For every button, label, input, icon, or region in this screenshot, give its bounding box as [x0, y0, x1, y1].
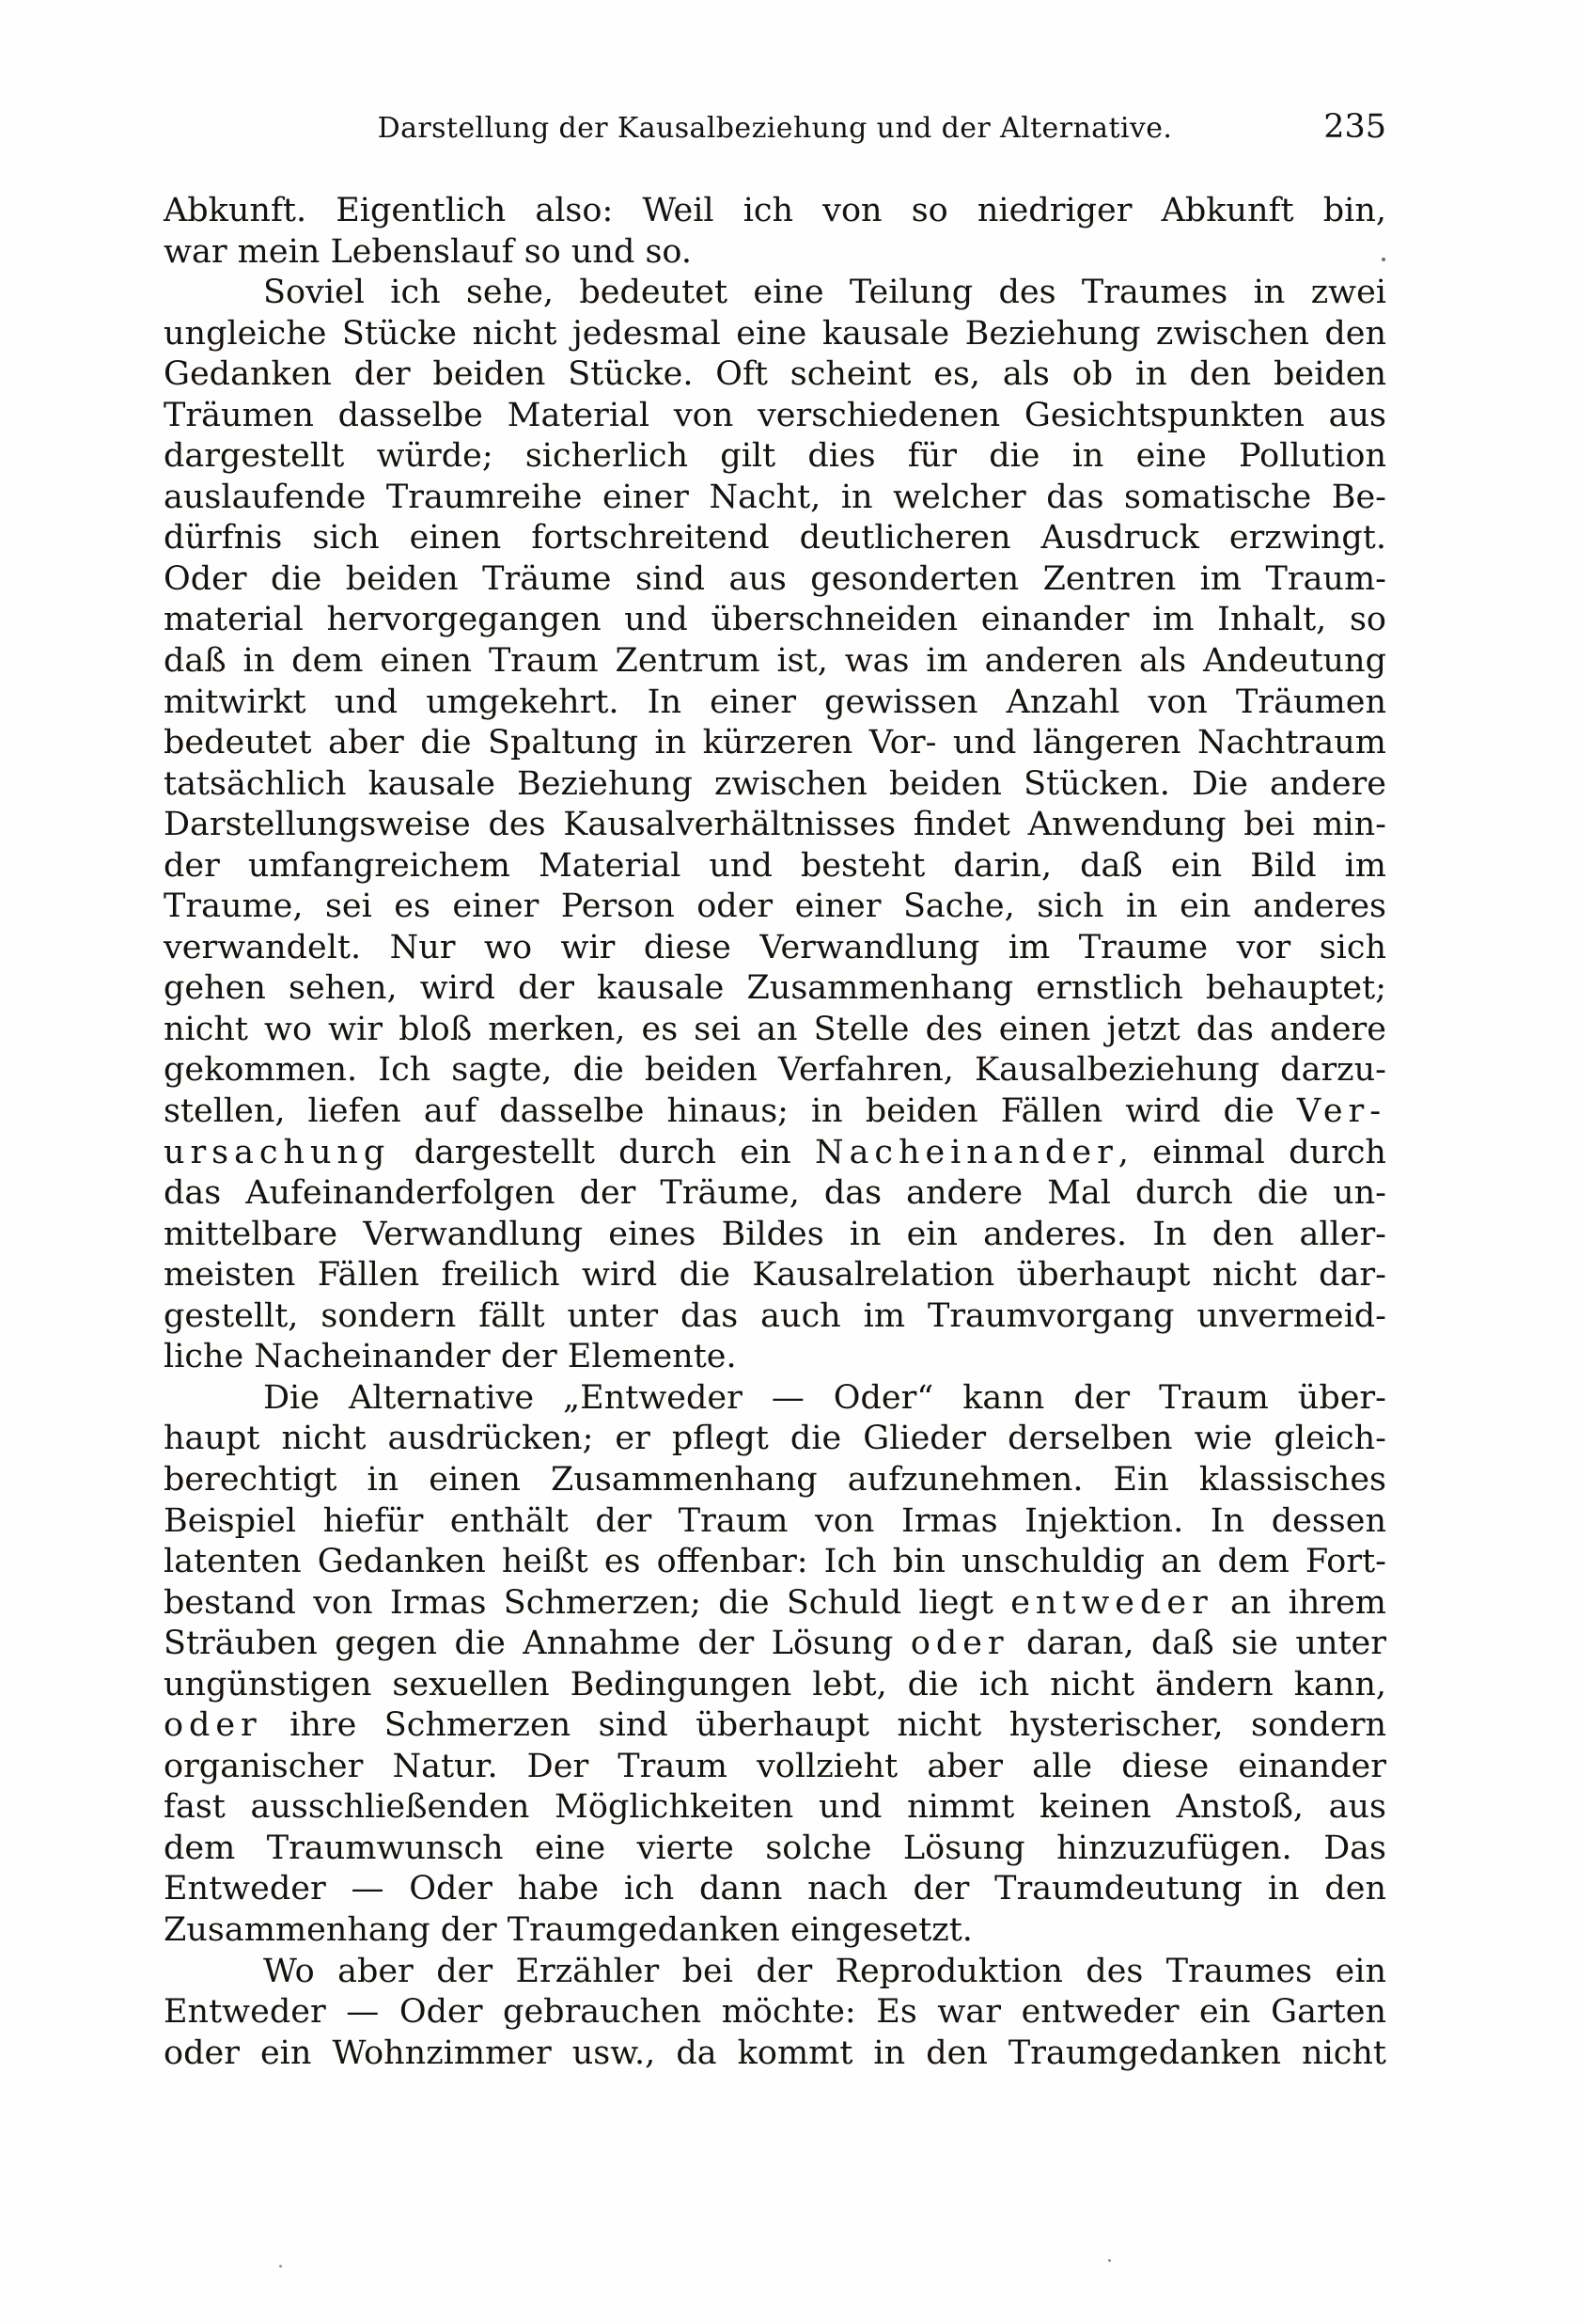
text-segment: stellen, liefen auf dasselbe hinaus; in beiden Fällen wird die: [164, 1092, 1297, 1131]
text-line: [164, 478, 1386, 519]
text-line: [164, 1869, 1386, 1910]
page-number: 235: [1323, 108, 1386, 146]
text-line: [164, 1378, 1386, 1420]
text-line: [164, 1419, 1386, 1460]
text-segment: Träumen dasselbe Material von verschiedenen Gesichtspunkten aus: [164, 396, 1386, 434]
text-line: [164, 968, 1386, 1010]
text-line: [164, 1542, 1386, 1583]
text-segment: tatsächlich kausale Beziehung zwischen beiden Stücken. Die andere: [164, 764, 1386, 803]
text-segment: material hervorgegangen und überschneiden einander im Inhalt, so: [164, 601, 1386, 639]
text-line: [164, 1091, 1386, 1133]
text-segment: Entweder — Oder gebrauchen möchte: Es war entweder ein Garten: [164, 1993, 1386, 2032]
text-segment: dargestellt durch ein: [390, 1133, 816, 1171]
text-line: [164, 1133, 1386, 1174]
text-segment: fast ausschließenden Möglichkeiten und nimmt keinen Anstoß, aus: [164, 1788, 1386, 1827]
text-line: [164, 1665, 1386, 1706]
text-line: [164, 314, 1386, 355]
text-segment: Oder die beiden Träume sind aus gesonderten Zentren im Traum-: [164, 559, 1386, 598]
text-line: [164, 805, 1386, 846]
text-line: [164, 1255, 1386, 1296]
text-segment: liche Nacheinander der Elemente.: [164, 1338, 737, 1376]
text-line: [164, 1583, 1386, 1625]
text-line: [164, 1747, 1386, 1788]
letterspaced-word: Nacheinander: [815, 1133, 1118, 1171]
text-segment: meisten Fällen freilich wird die Kausalrelation überhaupt nicht dar-: [164, 1256, 1386, 1295]
text-line: [164, 928, 1386, 969]
scan-speck: [279, 2265, 282, 2268]
text-segment: Darstellungsweise des Kausalverhältnisses findet Anwendung bei min-: [164, 806, 1386, 844]
text-line: [164, 436, 1386, 478]
text-line: [164, 723, 1386, 764]
text-segment: bestand von Irmas Schmerzen; die Schuld liegt: [164, 1583, 1011, 1622]
text-line: [164, 641, 1386, 683]
text-segment: organischer Natur. Der Traum vollzieht aber alle diese einander: [164, 1747, 1386, 1785]
text-segment: Abkunft. Eigentlich also: Weil ich von so niedriger Abkunft bin,: [164, 192, 1386, 229]
text-segment: war mein Lebenslauf so und so.: [164, 232, 693, 271]
text-segment: , einmal durch: [1118, 1133, 1386, 1171]
text-segment: gekommen. Ich sagte, die beiden Verfahren, Kausalbeziehung darzu-: [164, 1051, 1386, 1090]
text-line: [164, 1173, 1386, 1215]
text-segment: Zusammenhang der Traumgedanken eingesetzt.: [164, 1910, 973, 1949]
text-segment: Entweder — Oder habe ich dann nach der Traumdeutung in den: [164, 1870, 1386, 1908]
text-line: [164, 764, 1386, 806]
text-line: [164, 1460, 1386, 1501]
text-line: [164, 1010, 1386, 1051]
text-segment: das Aufeinanderfolgen der Träume, das andere Mal durch die un-: [164, 1174, 1386, 1213]
text-segment: gehen sehen, wird der kausale Zusammenhang ernstlich behauptet;: [164, 969, 1386, 1008]
text-line: [164, 354, 1386, 396]
text-segment: an ihrem: [1212, 1583, 1386, 1622]
text-line: [164, 1705, 1386, 1747]
text-segment: ungleiche Stücke nicht jedesmal eine kausale Beziehung zwischen den: [164, 314, 1386, 353]
text-line: [164, 1501, 1386, 1543]
text-segment: Gedanken der beiden Stücke. Oft scheint es, als ob in den beiden: [164, 355, 1386, 394]
text-segment: nicht wo wir bloß merken, es sei an Stelle des einen jetzt das andere: [164, 1010, 1386, 1048]
text-segment: Die Alternative „Entweder — Oder“ kann der Traum über-: [263, 1378, 1386, 1417]
text-line: [164, 683, 1386, 724]
scan-speck: [1382, 258, 1385, 261]
text-line: [164, 273, 1386, 314]
text-line: [164, 559, 1386, 601]
page-body-text: [164, 191, 1386, 2074]
text-line: [164, 191, 1386, 232]
text-line: [164, 396, 1386, 437]
text-segment: daß in dem einen Traum Zentrum ist, was im anderen als Andeutung: [164, 642, 1386, 681]
text-segment: Traume, sei es einer Person oder einer Sache, sich in ein anderes: [164, 887, 1386, 926]
text-segment: ihre Schmerzen sind überhaupt nicht hysterischer, sondern: [261, 1706, 1386, 1745]
letterspaced-word: ursachung: [164, 1133, 391, 1171]
text-segment: verwandelt. Nur wo wir diese Verwandlung im Traume vor sich: [164, 928, 1386, 966]
text-line: [164, 1050, 1386, 1091]
letterspaced-word: entweder: [1010, 1583, 1213, 1622]
text-segment: haupt nicht ausdrücken; er pflegt die Glieder derselben wie gleich-: [164, 1420, 1386, 1458]
text-segment: bedeutet aber die Spaltung in kürzeren Vor- und längeren Nachtraum: [164, 724, 1386, 762]
text-line: [164, 1952, 1386, 1993]
running-header: Darstellung der Kausalbeziehung und der Alternative.: [377, 112, 1173, 145]
text-line: [164, 2034, 1386, 2075]
letterspaced-word: oder: [164, 1706, 262, 1745]
text-segment: Beispiel hiefür enthält der Traum von Irmas Injektion. In dessen: [164, 1501, 1386, 1540]
text-line: [164, 1992, 1386, 2034]
text-line: [164, 1910, 1386, 1952]
text-segment: oder ein Wohnzimmer usw., da kommt in den Traumgedanken nicht: [164, 2034, 1386, 2072]
letterspaced-word: Ver-: [1296, 1092, 1386, 1131]
text-line: [164, 846, 1386, 887]
text-segment: dem Traumwunsch eine vierte solche Lösung hinzuzufügen. Das: [164, 1829, 1386, 1867]
text-segment: mittelbare Verwandlung eines Bildes in ein anderes. In den aller-: [164, 1215, 1386, 1253]
text-line: [164, 232, 1386, 274]
letterspaced-word: oder: [910, 1625, 1009, 1663]
text-segment: auslaufende Traumreihe einer Nacht, in welcher das somatische Be-: [164, 478, 1386, 516]
text-segment: latenten Gedanken heißt es offenbar: Ich bin unschuldig an dem Fort-: [164, 1543, 1386, 1581]
text-line: [164, 1296, 1386, 1338]
text-line: [164, 518, 1386, 559]
text-segment: berechtigt in einen Zusammenhang aufzunehmen. Ein klassisches: [164, 1460, 1386, 1499]
text-line: [164, 1829, 1386, 1870]
text-segment: Soviel ich sehe, bedeutet eine Teilung des Traumes in zwei: [263, 274, 1386, 312]
text-segment: daran, daß sie unter: [1008, 1625, 1386, 1663]
text-line: [164, 1215, 1386, 1256]
text-segment: der umfangreichem Material und besteht darin, daß ein Bild im: [164, 846, 1386, 885]
text-line: [164, 1787, 1386, 1829]
text-line: [164, 1624, 1386, 1665]
text-segment: Sträuben gegen die Annahme der Lösung: [164, 1625, 911, 1663]
text-segment: mitwirkt und umgekehrt. In einer gewissen Anzahl von Träumen: [164, 683, 1386, 721]
text-line: [164, 1337, 1386, 1378]
text-line: [164, 600, 1386, 641]
text-segment: gestellt, sondern fällt unter das auch im Traumvorgang unvermeid-: [164, 1296, 1386, 1335]
text-segment: Wo aber der Erzähler bei der Reproduktion des Traumes ein: [263, 1952, 1386, 1990]
page-header: [164, 107, 1386, 150]
scan-speck: [1108, 2259, 1111, 2262]
text-segment: dargestellt würde; sicherlich gilt dies für die in eine Pollution: [164, 437, 1386, 476]
text-line: [164, 887, 1386, 928]
text-segment: ungünstigen sexuellen Bedingungen lebt, die ich nicht ändern kann,: [164, 1665, 1386, 1704]
text-segment: dürfnis sich einen fortschreitend deutlicheren Ausdruck erzwingt.: [164, 519, 1386, 557]
